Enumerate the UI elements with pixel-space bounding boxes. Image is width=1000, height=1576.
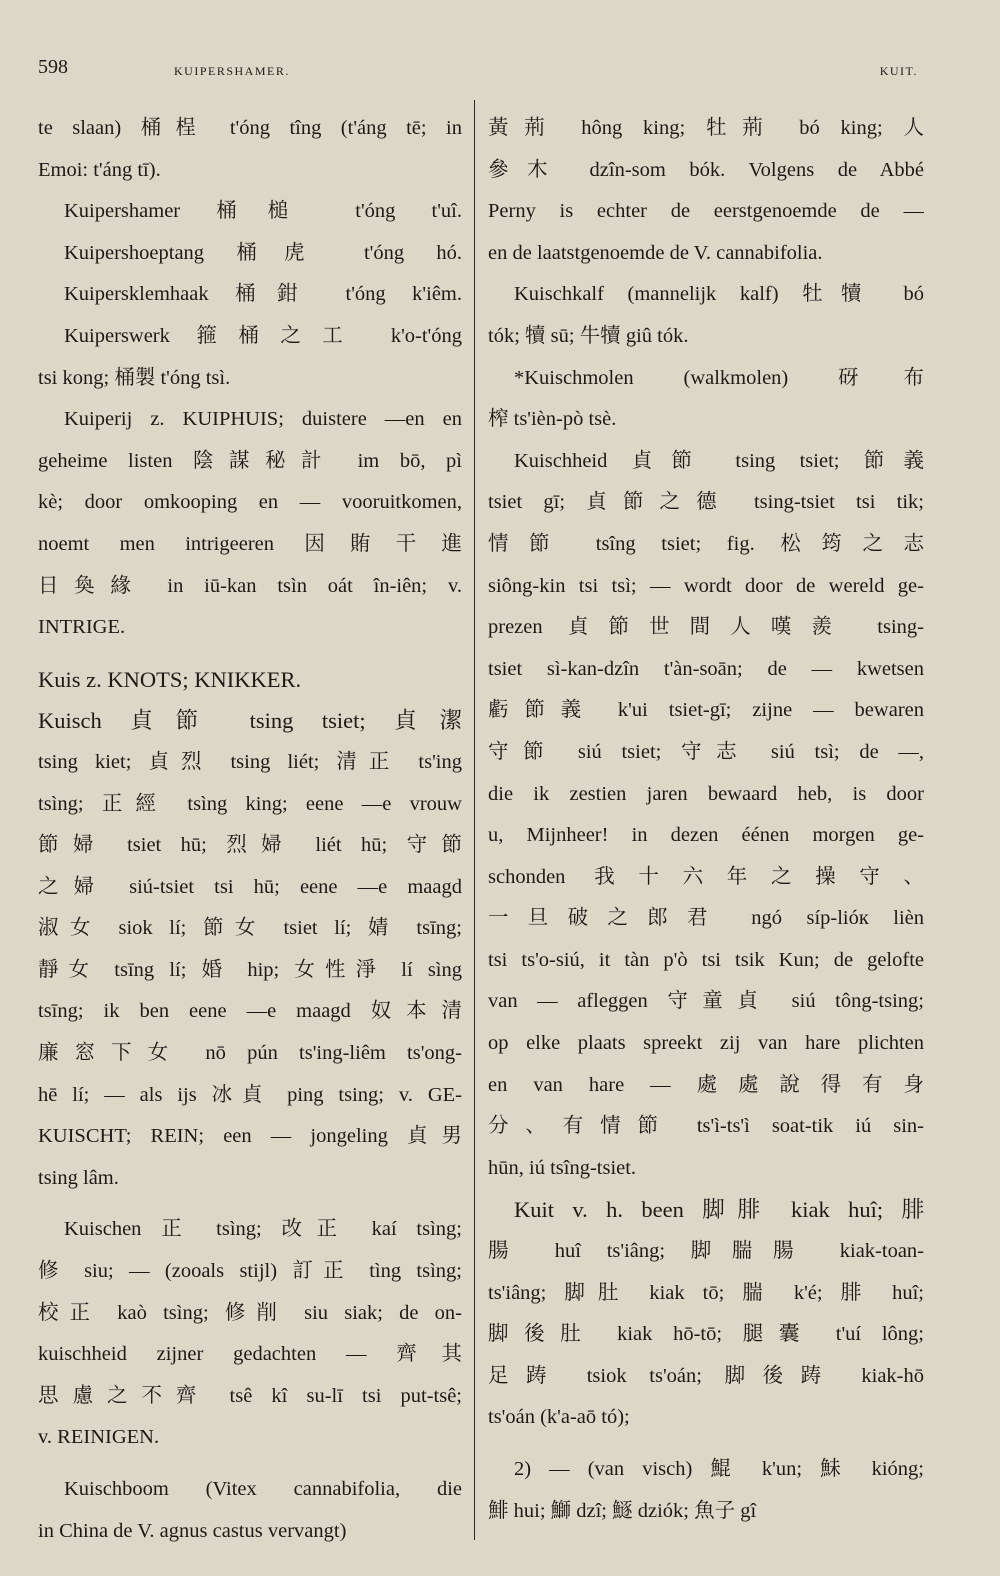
- text-line: *Kuischmolen (walkmolen) 砑布: [514, 366, 924, 389]
- text-line: Kuiperswerk 箍桶之工 k'o-t'óng: [64, 324, 462, 347]
- text-line: tsiet sì-kan-dzîn t'àn-soān; de — kwetsen: [488, 657, 924, 680]
- text-line: Emoi: t'áng tī).: [38, 158, 161, 181]
- text-line: 淑女 siok lí; 節女 tsiet lí; 婧 tsīng;: [38, 917, 462, 940]
- text-line: tsi kong; 桶製 t'óng tsì.: [38, 366, 231, 389]
- column-divider: [474, 100, 475, 1540]
- page-header: [38, 56, 918, 86]
- text-line: Kuis z. KNOTS; KNIKKER.: [38, 666, 302, 692]
- text-line: Kuischheid 貞節 tsing tsiet; 節義: [514, 449, 924, 472]
- text-line: 節婦 tsiet hū; 烈婦 liét hū; 守節: [38, 834, 462, 857]
- text-line: KUISCHT; REIN; een — jongeling 貞男: [38, 1125, 462, 1148]
- text-line: Perny is echter de eerstgenoemde de —: [488, 200, 924, 223]
- text-line: die ik zestien jaren bewaard heb, is door: [488, 782, 924, 805]
- text-line: 靜女 tsīng lí; 婚 hip; 女性淨 lí sìng: [38, 958, 462, 981]
- text-line: siông-kin tsi tsì; — wordt door de wereld ge-: [488, 574, 924, 597]
- text-line: 一旦破之郎君 ngó síp-lióк lièn: [488, 907, 924, 930]
- text-line: hē lí; — als ijs 冰貞 ping tsing; v. GE-: [38, 1083, 462, 1106]
- text-line: 情節 tsîng tsiet; fig. 松筠之志: [488, 532, 924, 555]
- text-line: prezen 貞節世間人嘆羨 tsing-: [488, 616, 924, 639]
- right-column: [488, 108, 924, 1532]
- text-line: 修 siu; — (zooals stijl) 訂正 tìng tsìng;: [38, 1260, 462, 1283]
- text-line: Kuiperij z. KUIPHUIS; duistere —en en: [64, 408, 462, 431]
- text-line: ts'iâng; 脚肚 kiak tō; 腨 k'é; 腓 huî;: [488, 1281, 924, 1304]
- text-line: 日奐緣 in iū-kan tsìn oát în-iên; v.: [38, 574, 462, 597]
- text-line: 思慮之不齊 tsê kî su-lī tsi put-tsê;: [38, 1384, 462, 1407]
- text-line: 分、有情節 ts'ì-ts'ì soat-tik iú sin-: [488, 1115, 924, 1138]
- text-line: tsìng; 正經 tsìng king; eene —e vrouw: [38, 792, 462, 815]
- text-line: in China de V. agnus castus vervangt): [38, 1519, 347, 1542]
- text-line: Kuischboom (Vitex cannabifolia, die: [64, 1478, 462, 1500]
- text-line: 守節 siú tsiet; 守志 siú tsì; de —,: [488, 740, 924, 763]
- text-line: 校正 kaò tsìng; 修削 siu siak; de on-: [38, 1301, 462, 1324]
- text-line: van — afleggen 守童貞 siú tông-tsing;: [488, 990, 924, 1013]
- text-line: Kuipershamer 桶槌 t'óng t'uî.: [64, 200, 462, 223]
- running-head-right: KUIT.: [879, 64, 918, 78]
- text-line: geheime listen 陰謀秘計 im bō, pì: [38, 449, 462, 472]
- text-line: hūn, iú tsîng-tsiet.: [488, 1156, 637, 1179]
- text-line: en van hare — 處處說得有身: [488, 1073, 924, 1096]
- text-line: noemt men intrigeeren 因賄干進: [38, 532, 462, 555]
- text-line: Kuisch 貞節 tsing tsiet; 貞潔: [38, 708, 462, 734]
- page-number: 598: [38, 56, 68, 78]
- text-line: kuischheid zijner gedachten — 齊其: [38, 1343, 462, 1366]
- text-line: 之婦 siú-tsiet tsi hū; eene —e maagd: [38, 875, 462, 898]
- text-line: Kuipershoeptang 桶虎 t'óng hó.: [64, 241, 462, 264]
- running-head-left: KUIPERSHAMER.: [174, 64, 290, 78]
- text-line: Kuischen 正 tsìng; 改正 kaí tsìng;: [64, 1218, 462, 1241]
- text-line: INTRIGE.: [38, 616, 126, 639]
- text-line: 參木 dzîn-som bók. Volgens de Abbé: [488, 158, 924, 181]
- text-line: 脚後肚 kiak hō-tō; 腿囊 t'uí lông;: [488, 1323, 924, 1346]
- text-line: 廉窓下女 nō pún ts'ing-liêm ts'ong-: [38, 1042, 462, 1065]
- text-line: u, Mijnheer! in dezen éénen morgen ge-: [488, 824, 924, 847]
- text-line: tsing kiet; 貞烈 tsing liét; 清正 ts'ing: [38, 750, 462, 773]
- text-line: schonden 我十六年之操守、: [488, 865, 924, 888]
- text-line: tsiet gī; 貞節之德 tsing-tsiet tsi tik;: [488, 491, 924, 514]
- text-line: 腸 huî ts'iâng; 脚腨腸 kiak-toan-: [488, 1240, 924, 1263]
- text-line: 足踌 tsiok ts'oán; 脚後踌 kiak-hō: [488, 1364, 924, 1387]
- left-column: [38, 108, 462, 1552]
- text-line: 黃荊 hông king; 牡荊 bó king; 人: [488, 117, 924, 139]
- text-line: tsing lâm.: [38, 1166, 119, 1189]
- text-line: 虧節義 k'ui tsiet-gī; zijne — bewaren: [488, 699, 924, 722]
- text-line: op elke plaats spreekt zij van hare plichten: [488, 1032, 924, 1055]
- text-line: tsīng; ik ben eene —e maagd 奴本清: [38, 1000, 462, 1023]
- text-line: v. REINIGEN.: [38, 1426, 160, 1449]
- text-line: Kuit v. h. been 脚腓 kiak huî; 腓: [514, 1197, 924, 1223]
- text-line: kè; door omkooping en — vooruitkomen,: [38, 491, 462, 514]
- text-line: Kuipersklemhaak 桶鉗 t'óng k'iêm.: [64, 283, 462, 306]
- text-line: tsi ts'o-siú, it tàn p'ò tsi tsik Kun; de gelofte: [488, 948, 924, 971]
- text-line: en de laatstgenoemde de V. cannabifolia.: [488, 241, 823, 264]
- text-line: Kuischkalf (mannelijk kalf) 牡犢 bó: [514, 283, 924, 306]
- text-line: 鯡 hui; 鰤 dzî; 鱁 dziók; 魚子 gî: [488, 1499, 757, 1522]
- text-line: tók; 犢 sū; 牛犢 giû tók.: [488, 324, 689, 347]
- text-line: te slaan) 桶桯 t'óng tîng (t'áng tē; in: [38, 117, 462, 139]
- text-line: ts'oán (k'a-aō tó);: [488, 1406, 630, 1429]
- text-line: 2) — (van visch) 鯤 k'un; 鮇 kióng;: [514, 1458, 924, 1480]
- text-line: 榨 ts'ièn-pò tsè.: [488, 408, 617, 431]
